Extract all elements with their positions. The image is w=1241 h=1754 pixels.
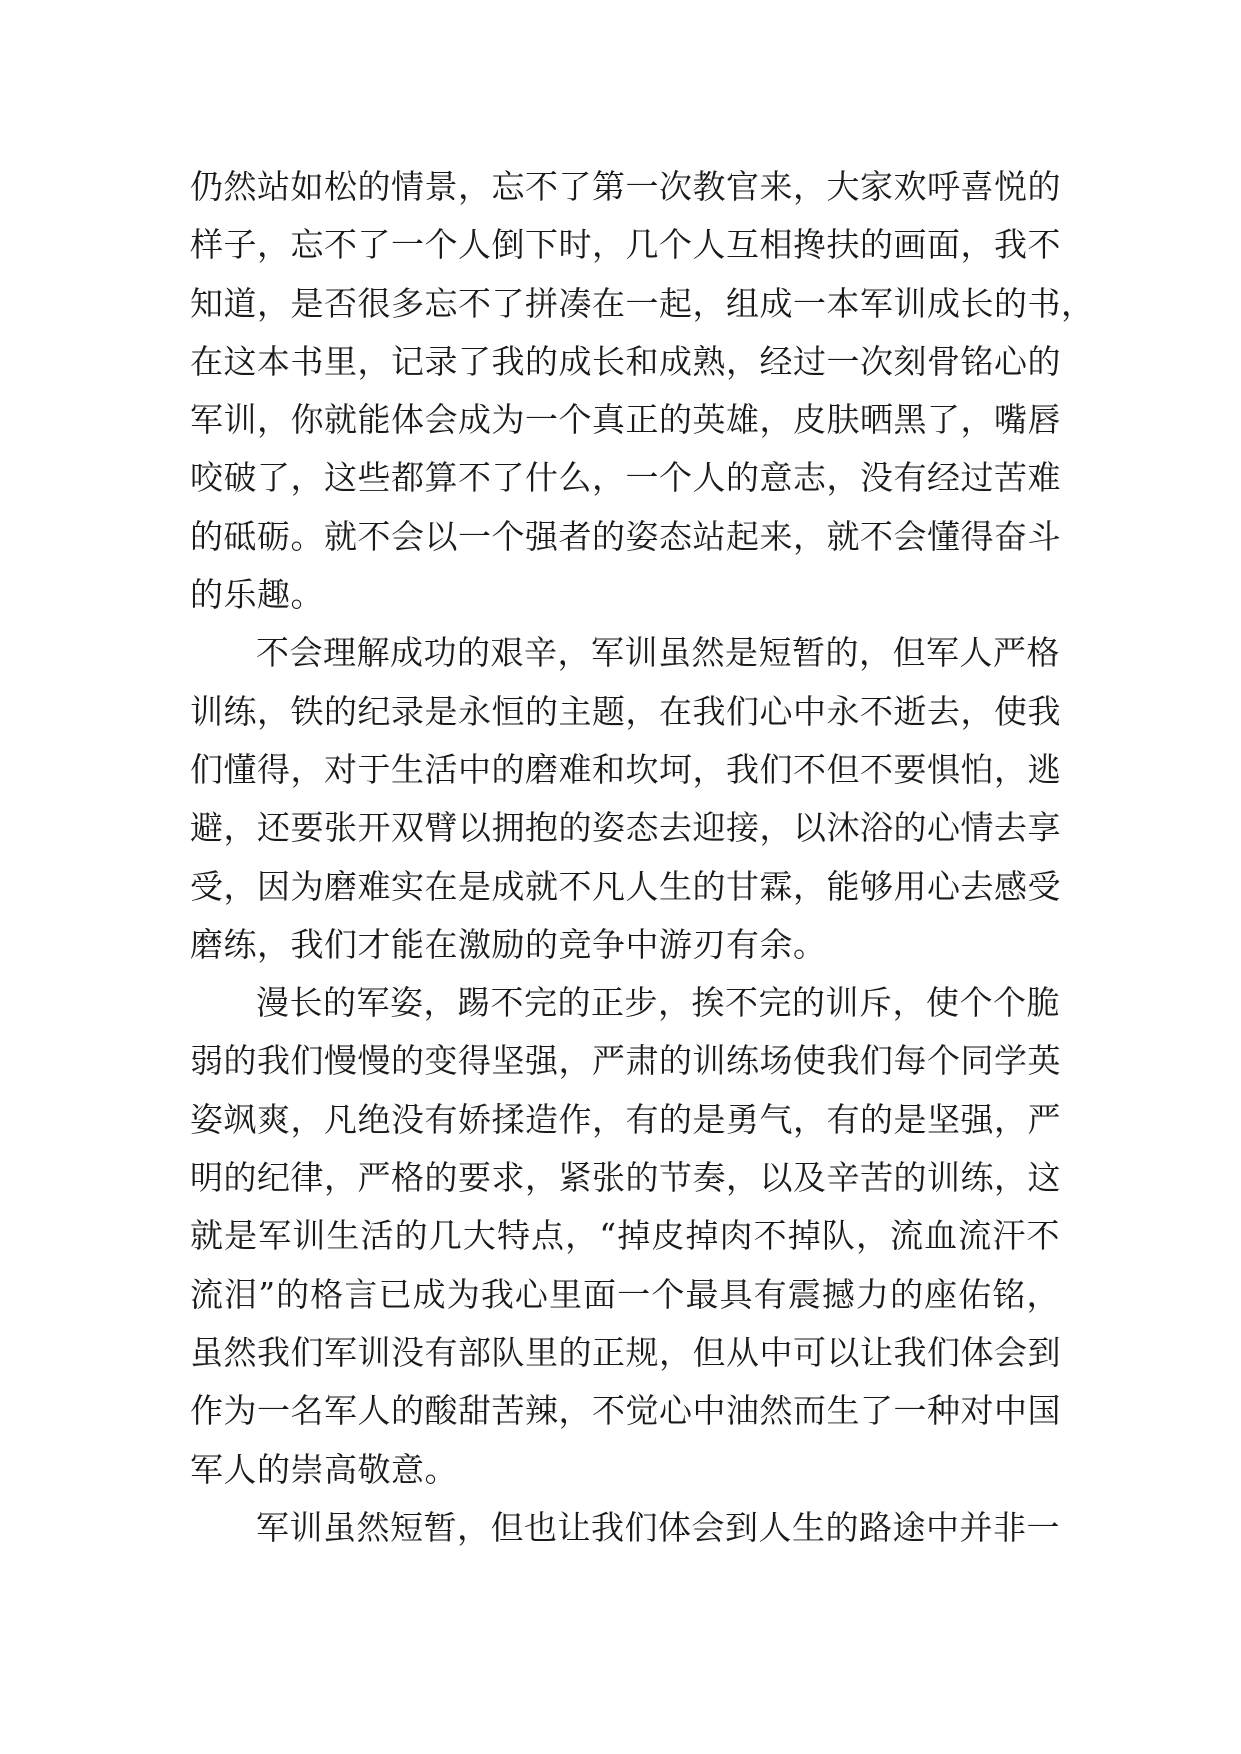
text-line: 明的纪律，严格的要求，紧张的节奏，以及辛苦的训练，这: [190, 1158, 1061, 1198]
text-line: 就是军训生活的几大特点，“掉皮掉肉不掉队，流血流汗不: [190, 1216, 1060, 1256]
text-line: 军人的崇高敬意。: [190, 1449, 458, 1489]
text-line: 军训，你就能体会成为一个真正的英雄，皮肤晒黑了，嘴唇: [190, 400, 1061, 440]
text-line: 知道，是否很多忘不了拼凑在一起，组成一本军训成长的书，: [190, 283, 1095, 323]
text-line: 流泪”的格言已成为我心里面一个最具有震撼力的座佑铭，: [190, 1274, 1060, 1314]
text-line: 受，因为磨难实在是成就不凡人生的甘霖，能够用心去感受: [190, 866, 1061, 906]
text-line: 的乐趣。: [190, 575, 324, 615]
text-line: 作为一名军人的酸甜苦辣，不觉心中油然而生了一种对中国: [190, 1391, 1061, 1431]
text-line: 样子，忘不了一个人倒下时，几个人互相搀扶的画面，我不: [190, 225, 1061, 265]
text-line: 虽然我们军训没有部队里的正规，但从中可以让我们体会到: [190, 1332, 1061, 1372]
text-line: 训练，铁的纪录是永恒的主题，在我们心中永不逝去，使我: [190, 691, 1061, 731]
text-line: 避，还要张开双臂以拥抱的姿态去迎接，以沐浴的心情去享: [190, 808, 1061, 848]
text-line: 的砥砺。就不会以一个强者的姿态站起来，就不会懂得奋斗: [190, 516, 1061, 556]
text-line: 咬破了，这些都算不了什么，一个人的意志，没有经过苦难: [190, 458, 1061, 498]
paragraph-4: [190, 1499, 1060, 1557]
body-text: [190, 158, 1095, 1557]
text-line: 漫长的军姿，踢不完的正步，挨不完的训斥，使个个脆: [256, 983, 1060, 1023]
text-line: 们懂得，对于生活中的磨难和坎坷，我们不但不要惧怕，逃: [190, 749, 1061, 789]
text-line: 姿飒爽，凡绝没有娇揉造作，有的是勇气，有的是坚强，严: [190, 1099, 1061, 1139]
text-line: 仍然站如松的情景，忘不了第一次教官来，大家欢呼喜悦的: [190, 167, 1061, 206]
text-line: 弱的我们慢慢的变得坚强，严肃的训练场使我们每个同学英: [190, 1041, 1061, 1081]
paragraph-2: [190, 624, 1060, 974]
text-line: 不会理解成功的艰辛，军训虽然是短暂的，但军人严格: [256, 633, 1060, 673]
text-line: 军训虽然短暂，但也让我们体会到人生的路途中并非一: [256, 1507, 1060, 1547]
paragraph-3: [190, 974, 1060, 1499]
paragraph-1: [190, 158, 1095, 624]
text-line: 磨练，我们才能在激励的竞争中游刃有余。: [190, 924, 827, 964]
text-line: 在这本书里，记录了我的成长和成熟，经过一次刻骨铭心的: [190, 341, 1061, 381]
